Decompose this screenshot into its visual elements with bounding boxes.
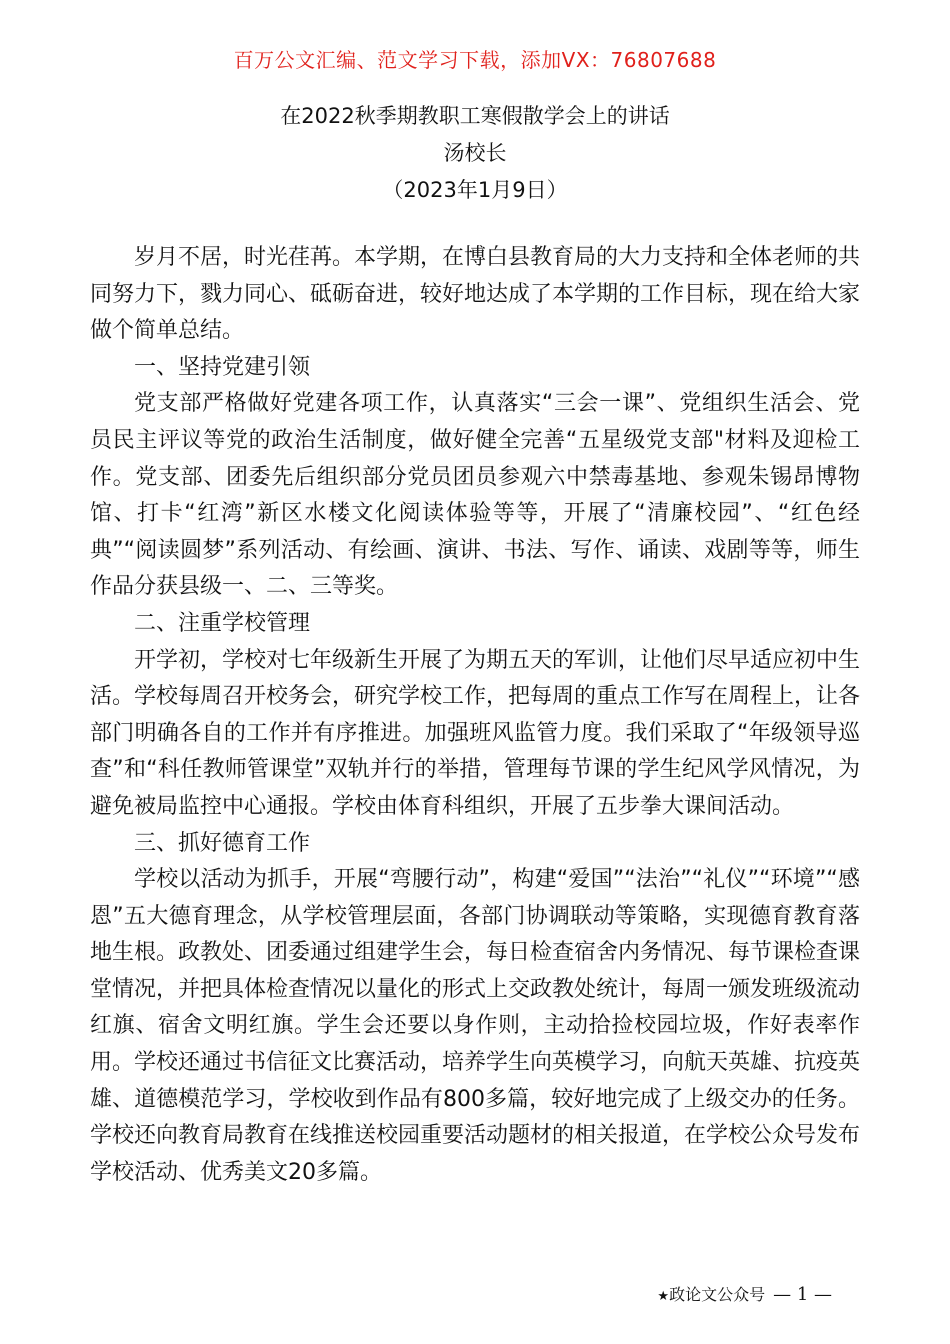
promo-banner: 百万公文汇编、范文学习下载，添加VX：76807688 xyxy=(233,48,717,72)
paragraph-party-building: 党支部严格做好党建各项工作，认真落实“三会一课”、党组织生活会、党员民主评议等党的政治生活制度，做好健全完善“五星级党支部"材料及迎检工作。党支部、团委先后组织部分党员团员参观六中禁毒基地、参观朱锡昂博物馆、打卡“红湾”新区水楼文化阅读体验等等，开展了“清廉校园”、“红色经典”“阅读圆梦”系列活动、有绘画、演讲、书法、写作、诵读、戏剧等等，师生作品分获县级一、二、三等奖。 xyxy=(90,391,860,600)
footer-source: 政论文公众号 xyxy=(669,1285,766,1304)
star-icon: ★ xyxy=(657,1289,670,1304)
speaker-name: 汤校长 xyxy=(443,141,507,165)
paragraph-school-management: 开学初，学校对七年级新生开展了为期五天的军训，让他们尽早适应初中生活。学校每周召开校务会，研究学校工作，把每周的重点工作写在周程上，让各部门明确各自的工作并有序推进。加强班风监管力度。我们采取了“年级领导巡查”和“科任教师管课堂”双轨并行的举措，管理每节课的学生纪风学风情况，为避免被局监控中心通报。学校由体育科组织，开展了五步拳大课间活动。 xyxy=(90,647,861,819)
section-heading-3: 三、抓好德育工作 xyxy=(134,830,311,856)
document-title: 在2022秋季期教职工寒假散学会上的讲话 xyxy=(280,104,670,128)
document-body xyxy=(90,240,860,1191)
paragraph-moral-education: 学校以活动为抓手，开展“弯腰行动”，构建“爱国”“法治”“礼仪”“环境”“感恩”五大德育理念，从学校管理层面，各部门协调联动等策略，实现德育教育落地生根。政教处、团委通过组建学生会，每日检查宿舍内务情况、每节课检查课堂情况，并把具体检查情况以量化的形式上交政教处统计，每周一颁发班级流动红旗、宿舍文明红旗。学生会还要以身作则，主动拾捡校园垃圾，作好表率作用。学校还通过书信征文比赛活动，培养学生向英模学习，向航天英雄、抗疫英雄、道德模范学习，学校收到作品有800多篇，较好地完成了上级交办的任务。学校还向教育局教育在线推送校园重要活动题材的相关报道，在学校公众号发布学校活动、优秀美文20多篇。 xyxy=(90,867,861,1185)
paragraph-intro: 岁月不居，时光荏苒。本学期，在博白县教育局的大力支持和全体老师的共同努力下，戮力同心、砥砺奋进，较好地达成了本学期的工作目标，现在给大家做个简单总结。 xyxy=(90,245,861,344)
section-heading-1: 一、坚持党建引领 xyxy=(134,354,311,380)
speech-date: （2023年1月9日） xyxy=(382,178,568,202)
section-heading-2: 二、注重学校管理 xyxy=(134,610,311,636)
page-number: — 1 — xyxy=(773,1284,832,1305)
title-block xyxy=(0,98,950,209)
page-footer xyxy=(657,1283,832,1309)
